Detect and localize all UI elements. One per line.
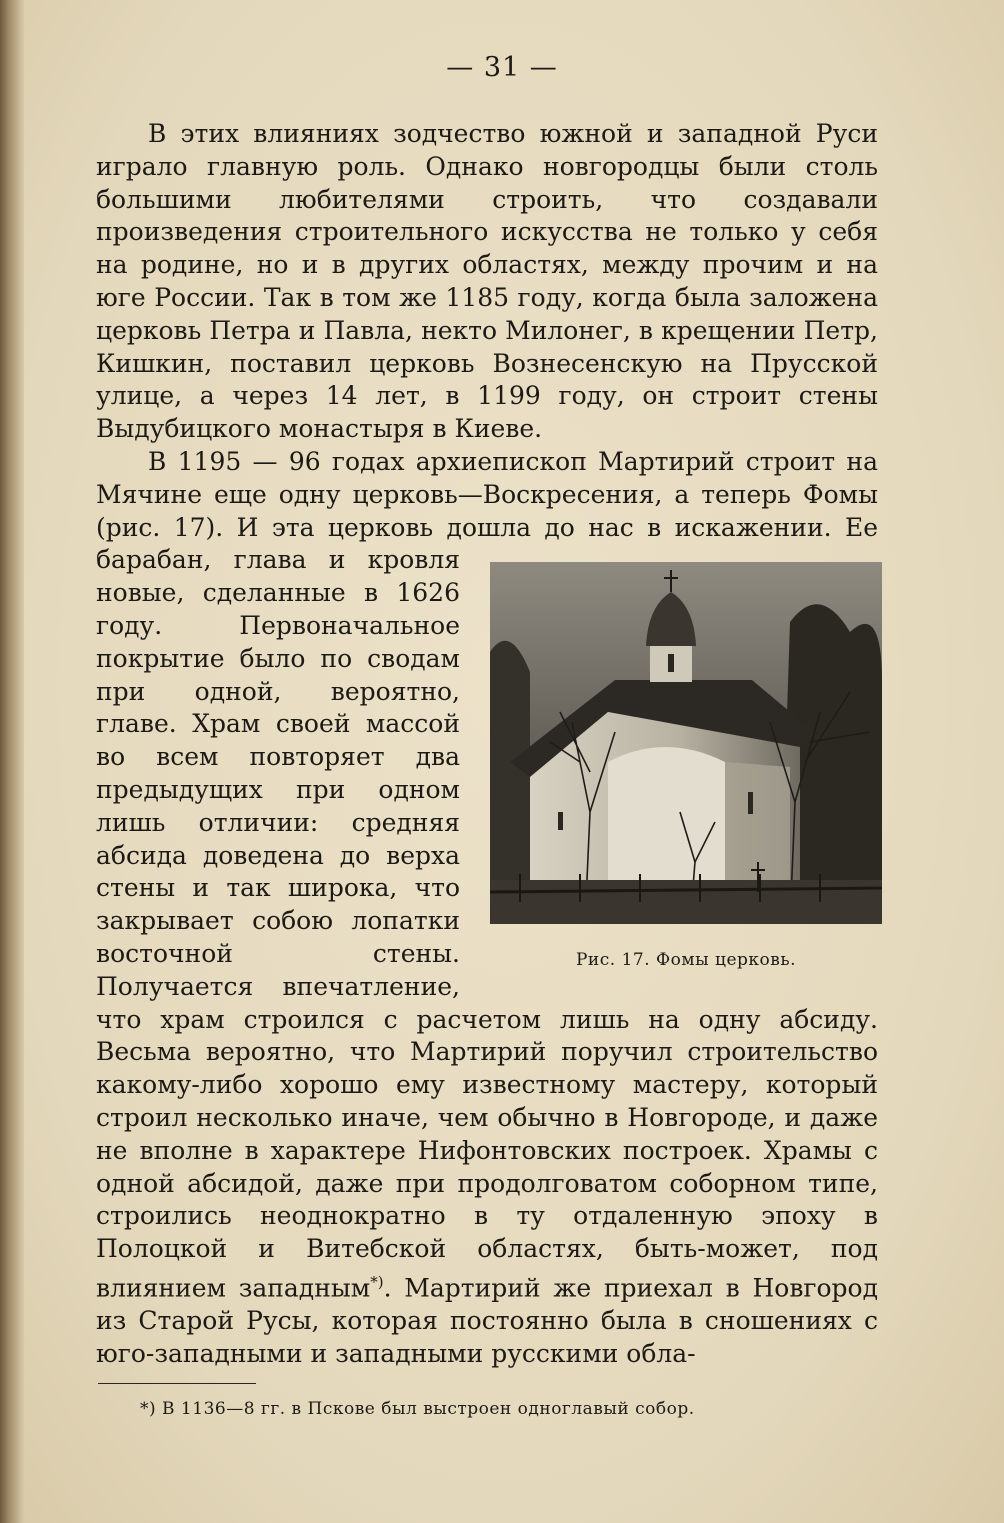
body-text	[96, 118, 878, 1371]
paragraph-2	[96, 446, 878, 1371]
footnote-rule	[98, 1383, 256, 1384]
church-photo	[490, 562, 882, 924]
footnote: *) В 1136—8 гг. в Пскове был выстроен одноглавый собор.	[140, 1399, 695, 1419]
binding-gutter	[0, 0, 24, 1523]
page-number: — 31 —	[446, 52, 558, 83]
paragraph-2-rest: Ее барабан, глава и кровля новые, сделанные в 1626 году. Первоначальное покрытие было по сводам при одной, вероятно, главе. Храм своей массой во всем повторяет два предыдущих при одном лишь отличии: средняя абсида доведена до верха стены и так широка, что закрывает собою лопатки восточной стены. Получается впечатление, что храм строился с расчетом лишь на одну абсиду. Весьма вероятно, что Мартирий поручил строительство какому-либо хорошо ему известному мастеру, который строил несколько иначе, чем обычно в Новгороде, и даже не вполне в характере Нифонтовских построек. Храмы с одной абсидой, даже при продолговатом соборном типе, строились неоднократно в ту отдаленную эпоху в Полоцкой и Витебской областях, быть-может, под влиянием западным	[96, 512, 878, 1303]
paragraph-2-lead: В 1195 — 96 годах архиепископ Мартирий строит на Мячине еще одну церковь—Воскресения, а теперь Фомы (рис. 17). И эта церковь дошла до нас в искажении.	[96, 446, 878, 542]
paragraph-1: В этих влияниях зодчество южной и западной Руси играло главную роль. Однако новгородцы были столь большими любителями строить, что создавали произведения строительного искусства не только у себя на родине, но и в других областях, между прочим и на юге России. Так в том же 1185 году, когда была заложена церковь Петра и Павла, некто Милонег, в крещении Петр, Кишкин, поставил церковь Вознесенскую на Прусской улице, а через 14 лет, в 1199 году, он строит стены Выдубицкого монастыря в Киеве.	[96, 119, 878, 444]
figure-17	[490, 562, 882, 977]
figure-caption: Рис. 17. Фомы церковь.	[575, 950, 796, 971]
paragraph-2-end: . Мартирий же приехал в Новгород из Старой Русы, которая постоянно была в сношениях с юго-западными и западными русскими обла-	[96, 1273, 878, 1368]
footnote-marker: *)	[370, 1272, 384, 1291]
